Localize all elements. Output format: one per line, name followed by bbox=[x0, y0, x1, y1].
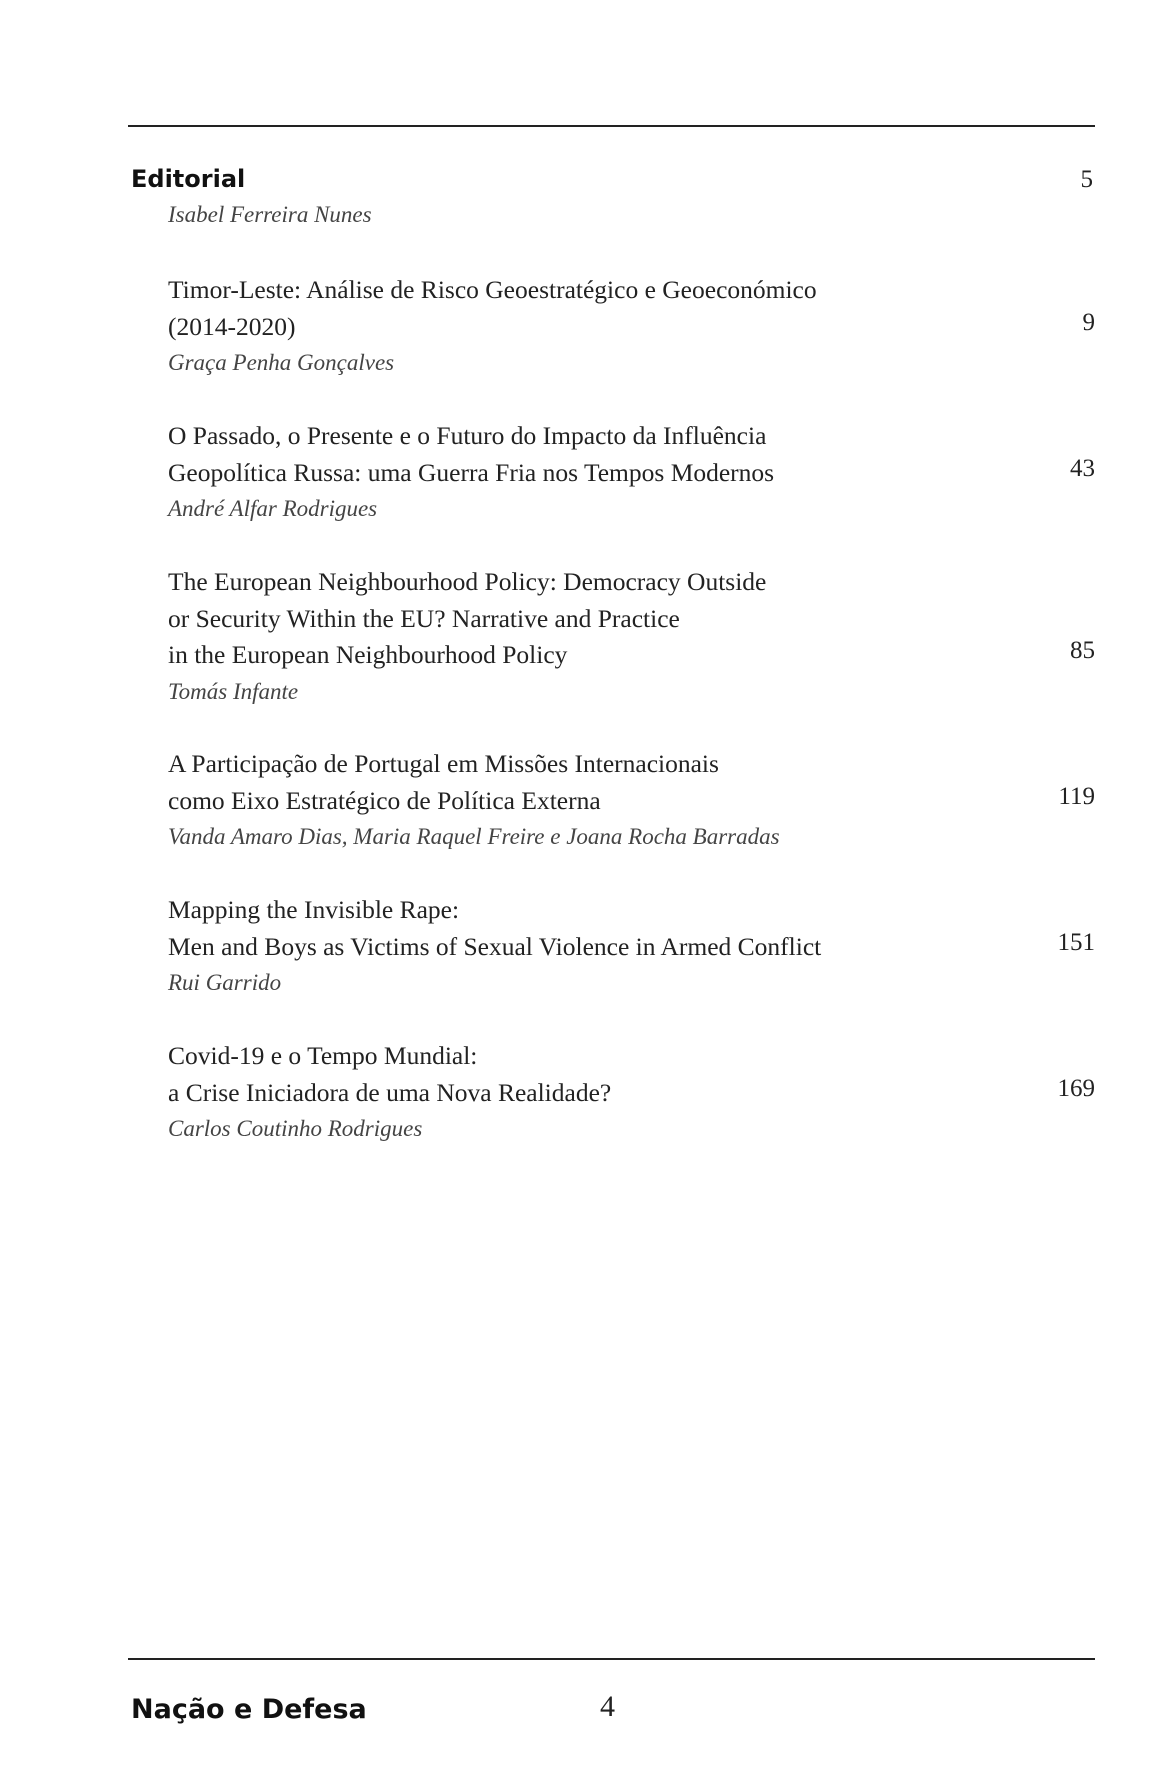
entry-page-number: 43 bbox=[1070, 454, 1095, 482]
entry-page-number: 9 bbox=[1082, 308, 1095, 336]
toc-entry bbox=[168, 418, 1095, 528]
entry-title-line: in the European Neighbourhood Policy bbox=[168, 640, 568, 669]
entry-title-line: Covid-19 e o Tempo Mundial: bbox=[168, 1041, 478, 1070]
entry-title-line: (2014-2020) bbox=[168, 311, 296, 341]
entry-author: Rui Garrido bbox=[168, 970, 282, 995]
entry-title-line: Men and Boys as Victims of Sexual Violence in Armed Conflict bbox=[168, 931, 822, 961]
toc-entry bbox=[168, 746, 1095, 856]
bottom-rule bbox=[128, 1658, 1095, 1660]
entry-page-number: 5 bbox=[1080, 166, 1093, 193]
entry-title-line: The European Neighbourhood Policy: Democracy Outside bbox=[168, 567, 767, 596]
entry-title-line: como Eixo Estratégico de Política Externa bbox=[168, 785, 601, 815]
entry-page-number: 85 bbox=[1070, 637, 1095, 664]
editorial-heading: Editorial bbox=[131, 165, 246, 193]
entry-title-line: O Passado, o Presente e o Futuro do Impacto da Influência bbox=[168, 421, 767, 450]
toc-entry bbox=[168, 1038, 1095, 1148]
entry-author: Graça Penha Gonçalves bbox=[168, 350, 395, 375]
entry-title-line: Mapping the Invisible Rape: bbox=[168, 895, 460, 924]
entry-author: Vanda Amaro Dias, Maria Raquel Freire e Joana Rocha Barradas bbox=[168, 824, 780, 849]
toc-entry bbox=[168, 892, 1095, 1002]
entry-page-number: 119 bbox=[1058, 782, 1095, 810]
toc-entry bbox=[168, 272, 1095, 382]
entry-author: Isabel Ferreira Nunes bbox=[168, 202, 372, 227]
toc-entry bbox=[168, 564, 1095, 710]
entry-title-line: a Crise Iniciadora de uma Nova Realidade? bbox=[168, 1077, 612, 1107]
entry-title-line: A Participação de Portugal em Missões Internacionais bbox=[168, 749, 719, 778]
entry-page-number: 151 bbox=[1057, 928, 1095, 956]
entry-author: André Alfar Rodrigues bbox=[168, 496, 378, 521]
folio-page-number: 4 bbox=[600, 1690, 615, 1723]
entry-author: Tomás Infante bbox=[168, 678, 299, 704]
journal-name: Nação e Defesa bbox=[131, 1694, 367, 1725]
entry-page-number: 169 bbox=[1057, 1074, 1095, 1102]
entry-title-line: Geopolítica Russa: uma Guerra Fria nos Tempos Modernos bbox=[168, 457, 775, 487]
entry-title-line: or Security Within the EU? Narrative and Practice bbox=[168, 603, 680, 633]
entry-title-line: Timor-Leste: Análise de Risco Geoestratégico e Geoeconómico bbox=[168, 275, 817, 304]
top-rule bbox=[128, 125, 1095, 127]
entry-author: Carlos Coutinho Rodrigues bbox=[168, 1116, 423, 1141]
